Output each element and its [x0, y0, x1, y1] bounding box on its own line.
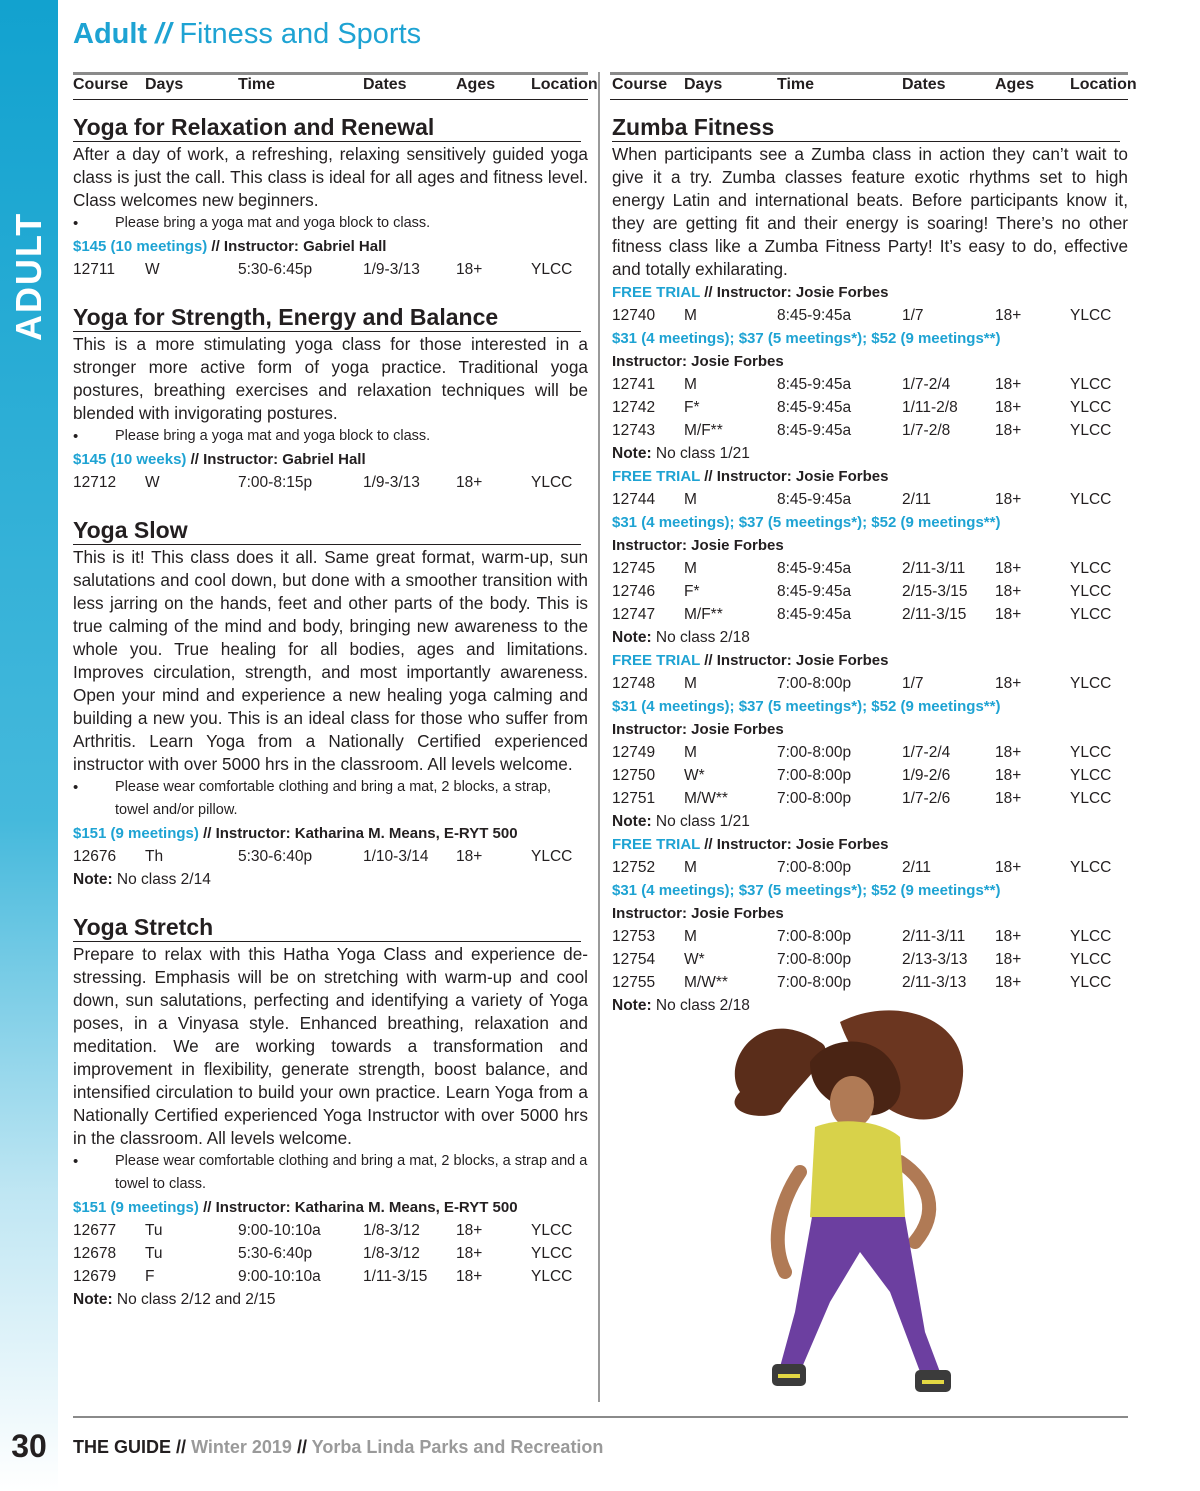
fee-line	[612, 695, 1128, 718]
course-title: Zumba Fitness	[612, 113, 1120, 142]
row-location: YLCC	[1070, 606, 1112, 623]
header-course: Course	[73, 76, 129, 93]
header-dates: Dates	[902, 76, 946, 93]
header-ages: Ages	[456, 76, 496, 93]
zumba-dancer-photo	[700, 1002, 1000, 1402]
adult-sidebar	[0, 0, 58, 1491]
row-dates: 1/11-2/8	[902, 399, 958, 416]
row-dates: 1/7	[902, 675, 924, 692]
row-dates: 1/9-3/13	[363, 261, 420, 278]
row-course-number: 12677	[73, 1222, 117, 1239]
row-location: YLCC	[531, 261, 573, 278]
note-label: Note:	[612, 813, 652, 830]
row-days: M/W**	[684, 790, 728, 807]
class-note	[612, 626, 1128, 649]
note-text: No class 2/18	[655, 997, 750, 1014]
fee-line	[612, 327, 1128, 350]
schedule-row	[612, 672, 1128, 695]
row-ages: 18+	[995, 951, 1022, 968]
row-course-number: 12755	[612, 974, 656, 991]
row-days: Th	[145, 848, 164, 865]
schedule-row	[612, 741, 1128, 764]
header-location: Location	[1070, 76, 1137, 93]
row-ages: 18+	[995, 928, 1022, 945]
class-note	[73, 868, 588, 891]
row-location: YLCC	[1070, 790, 1112, 807]
row-dates: 1/7-2/4	[902, 744, 951, 761]
instructor: Instructor: Josie Forbes	[612, 721, 784, 738]
row-days: M	[684, 744, 697, 761]
row-dates: 1/7-2/8	[902, 422, 951, 439]
row-time: 7:00-8:00p	[777, 675, 852, 692]
row-location: YLCC	[1070, 376, 1112, 393]
row-ages: 18+	[995, 974, 1022, 991]
fee-line	[73, 448, 588, 471]
row-days: F*	[684, 399, 700, 416]
course-description: After a day of work, a refreshing, relaxing sensitively guided yoga class is just the call. This class is ideal for all ages and fitness level. Class welcomes new beginners.	[73, 144, 588, 210]
row-ages: 18+	[995, 744, 1022, 761]
fee-line	[612, 649, 1128, 672]
row-location: YLCC	[531, 474, 573, 491]
row-days: M/F**	[684, 422, 723, 439]
column-divider	[598, 72, 600, 1402]
note-label: Note:	[612, 629, 652, 646]
row-days: W	[145, 261, 160, 278]
fee-line	[612, 465, 1128, 488]
row-ages: 18+	[456, 261, 483, 278]
section-gap	[73, 494, 588, 516]
row-time: 5:30-6:40p	[238, 848, 313, 865]
row-course-number: 12753	[612, 928, 656, 945]
row-time: 5:30-6:40p	[238, 1245, 313, 1262]
row-time: 9:00-10:10a	[238, 1222, 321, 1239]
schedule-row	[612, 764, 1128, 787]
schedule-row	[612, 304, 1128, 327]
row-ages: 18+	[995, 307, 1022, 324]
row-days: M	[684, 560, 697, 577]
row-location: YLCC	[531, 848, 573, 865]
row-location: YLCC	[1070, 974, 1112, 991]
fee-amount: $145 (10 weeks)	[73, 451, 187, 468]
title-subcategory: Fitness and Sports	[179, 18, 422, 50]
row-location: YLCC	[1070, 928, 1112, 945]
row-location: YLCC	[1070, 307, 1112, 324]
title-category: Adult	[73, 18, 148, 50]
schedule-row	[612, 488, 1128, 511]
row-time: 8:45-9:45a	[777, 606, 852, 623]
course-title: Yoga Stretch	[73, 913, 581, 942]
note-label: Note:	[612, 445, 652, 462]
instructor: // Instructor: Katharina M. Means, E-RYT 500	[203, 1199, 518, 1216]
row-time: 9:00-10:10a	[238, 1268, 321, 1285]
course-description: When participants see a Zumba class in action they can’t wait to give it a try. Zumba classes feature exotic rhythms set to high energy Latin and international beats. Before participants know it, they are getting fit and their energy is soaring! There’s no other fitness class like a Zumba Fitness Party! It’s easy to do, effective and totally exhilarating.	[612, 144, 1128, 279]
row-dates: 1/9-2/6	[902, 767, 951, 784]
instructor: // Instructor: Katharina M. Means, E-RYT 500	[203, 825, 518, 842]
footer	[73, 1437, 603, 1458]
right-top-rule	[610, 72, 1128, 75]
row-dates: 1/11-3/15	[363, 1268, 428, 1285]
row-course-number: 12749	[612, 744, 656, 761]
instructor: Instructor: Josie Forbes	[612, 537, 784, 554]
fee-line	[73, 235, 588, 258]
fee-amount: $145 (10 meetings)	[73, 238, 208, 255]
footer-season: Winter 2019	[191, 1437, 292, 1457]
row-location: YLCC	[1070, 859, 1112, 876]
fee-amount: FREE TRIAL	[612, 468, 701, 485]
row-ages: 18+	[995, 606, 1022, 623]
schedule-row	[73, 845, 588, 868]
instructor: Instructor: Josie Forbes	[612, 353, 784, 370]
row-days: M/F**	[684, 606, 723, 623]
row-location: YLCC	[531, 1245, 573, 1262]
row-dates: 1/7	[902, 307, 924, 324]
page-title	[73, 18, 421, 51]
class-note	[612, 810, 1128, 833]
row-course-number: 12712	[73, 474, 117, 491]
row-days: W*	[684, 951, 705, 968]
header-days: Days	[684, 76, 723, 93]
row-dates: 1/10-3/14	[363, 848, 429, 865]
row-course-number: 12676	[73, 848, 117, 865]
row-time: 7:00-8:00p	[777, 790, 852, 807]
row-course-number: 12679	[73, 1268, 117, 1285]
instructor: // Instructor: Josie Forbes	[704, 836, 889, 853]
note-text: No class 2/12 and 2/15	[116, 1291, 276, 1308]
course-section	[73, 113, 588, 281]
right-column	[612, 113, 1128, 1017]
instructor: // Instructor: Gabriel Hall	[190, 451, 366, 468]
fee-amount: $151 (9 meetings)	[73, 1199, 199, 1216]
left-column	[73, 113, 588, 1311]
row-course-number: 12745	[612, 560, 656, 577]
row-ages: 18+	[995, 790, 1022, 807]
note-label: Note:	[612, 997, 652, 1014]
row-course-number: 12743	[612, 422, 656, 439]
course-description: This is it! This class does it all. Same great format, warm-up, sun salutations and cool down, but done with a smoother transition with less jarring on the hands, feet and other parts of the body. This is true calming of the mind and body, bringing new awareness to the whole you. True healing for all bodies, ages and limitations. Improves circulation, strength, and most importantly awareness. Open your mind and experience a new healing yoga calming and building a new you. This is an ideal class for those who suffer from Arthritis. Learn Yoga from a Nationally Certified experienced instructor with over 5000 hrs in the classroom. All levels welcome.	[73, 547, 588, 774]
row-ages: 18+	[995, 560, 1022, 577]
row-ages: 18+	[995, 491, 1022, 508]
row-location: YLCC	[531, 1222, 573, 1239]
left-header-rule	[73, 99, 588, 100]
row-time: 8:45-9:45a	[777, 560, 852, 577]
fee-amount: $31 (4 meetings); $37 (5 meetings*); $52 (9 meetings**)	[612, 514, 1001, 531]
row-dates: 2/15-3/15	[902, 583, 968, 600]
row-dates: 1/8-3/12	[363, 1222, 420, 1239]
header-time: Time	[777, 76, 815, 93]
row-days: W	[145, 474, 160, 491]
page-number: 30	[11, 1428, 47, 1464]
footer-rule	[73, 1416, 1128, 1418]
row-course-number: 12742	[612, 399, 656, 416]
row-ages: 18+	[456, 1268, 483, 1285]
fee-amount: FREE TRIAL	[612, 652, 701, 669]
row-dates: 1/9-3/13	[363, 474, 420, 491]
header-ages: Ages	[995, 76, 1035, 93]
sidebar-label: ADULT	[8, 211, 49, 341]
row-course-number: 12678	[73, 1245, 117, 1262]
course-bullet: • Please bring a yoga mat and yoga block to class.	[73, 212, 588, 235]
schedule-row	[612, 971, 1128, 994]
schedule-row	[612, 948, 1128, 971]
fee-line	[612, 879, 1128, 902]
row-dates: 1/7-2/4	[902, 376, 951, 393]
row-ages: 18+	[456, 474, 483, 491]
fee-line	[612, 511, 1128, 534]
footer-sep2: //	[296, 1437, 307, 1457]
row-location: YLCC	[1070, 767, 1112, 784]
row-location: YLCC	[1070, 560, 1112, 577]
right-header-rule	[610, 99, 1128, 100]
course-section	[73, 913, 588, 1311]
schedule-row	[612, 419, 1128, 442]
row-location: YLCC	[1070, 491, 1112, 508]
row-time: 7:00-8:00p	[777, 767, 852, 784]
row-days: M	[684, 928, 697, 945]
note-text: No class 1/21	[655, 813, 750, 830]
row-days: F	[145, 1268, 155, 1285]
row-course-number: 12741	[612, 376, 656, 393]
row-ages: 18+	[456, 1245, 483, 1262]
row-ages: 18+	[995, 583, 1022, 600]
row-time: 8:45-9:45a	[777, 307, 852, 324]
schedule-row	[73, 1265, 588, 1288]
course-bullet: • Please bring a yoga mat and yoga block to class.	[73, 425, 588, 448]
fee-line	[73, 822, 588, 845]
row-location: YLCC	[1070, 675, 1112, 692]
row-days: Tu	[145, 1245, 163, 1262]
row-ages: 18+	[995, 399, 1022, 416]
row-course-number: 12750	[612, 767, 656, 784]
fee-amount: $31 (4 meetings); $37 (5 meetings*); $52 (9 meetings**)	[612, 330, 1001, 347]
row-time: 5:30-6:45p	[238, 261, 313, 278]
row-days: Tu	[145, 1222, 163, 1239]
schedule-row	[612, 925, 1128, 948]
row-course-number: 12744	[612, 491, 656, 508]
row-dates: 2/11-3/11	[902, 928, 966, 945]
row-course-number: 12711	[73, 261, 115, 278]
row-days: M/W**	[684, 974, 728, 991]
row-course-number: 12746	[612, 583, 656, 600]
row-course-number: 12747	[612, 606, 656, 623]
row-days: M	[684, 675, 697, 692]
note-label: Note:	[73, 1291, 113, 1308]
row-location: YLCC	[1070, 583, 1112, 600]
left-column-headers	[73, 76, 598, 100]
note-label: Note:	[73, 871, 113, 888]
row-days: M	[684, 491, 697, 508]
course-bullet: • Please wear comfortable clothing and bring a mat, 2 blocks, a strap and a towel to class.	[73, 1150, 588, 1196]
course-description: This is a more stimulating yoga class for those interested in a stronger more active form of yoga practice. Traditional yoga postures, breathing exercises and relaxation techniques will be blended with invigorating postures.	[73, 334, 588, 423]
section-gap	[73, 281, 588, 303]
row-location: YLCC	[1070, 744, 1112, 761]
fee-line	[73, 1196, 588, 1219]
row-time: 8:45-9:45a	[777, 422, 852, 439]
instructor: // Instructor: Josie Forbes	[704, 468, 889, 485]
schedule-row	[612, 603, 1128, 626]
row-ages: 18+	[995, 767, 1022, 784]
row-course-number: 12751	[612, 790, 656, 807]
schedule-row	[612, 856, 1128, 879]
row-dates: 2/11-3/11	[902, 560, 966, 577]
fee-line	[612, 833, 1128, 856]
fee-amount: $151 (9 meetings)	[73, 825, 199, 842]
fee-amount: FREE TRIAL	[612, 284, 701, 301]
instructor: // Instructor: Josie Forbes	[704, 652, 889, 669]
schedule-row	[73, 258, 588, 281]
schedule-row	[612, 557, 1128, 580]
schedule-row	[73, 1242, 588, 1265]
row-location: YLCC	[1070, 399, 1112, 416]
note-text: No class 2/18	[655, 629, 750, 646]
fee-amount: $31 (4 meetings); $37 (5 meetings*); $52 (9 meetings**)	[612, 882, 1001, 899]
row-time: 8:45-9:45a	[777, 399, 852, 416]
row-dates: 2/13-3/13	[902, 951, 968, 968]
footer-org: Yorba Linda Parks and Recreation	[311, 1437, 604, 1457]
section-gap	[73, 891, 588, 913]
instructor: Instructor: Josie Forbes	[612, 905, 784, 922]
schedule-row	[612, 396, 1128, 419]
row-time: 7:00-8:00p	[777, 928, 852, 945]
row-course-number: 12754	[612, 951, 656, 968]
course-title: Yoga Slow	[73, 516, 581, 545]
right-column-headers	[612, 76, 1137, 100]
class-note	[612, 442, 1128, 465]
row-ages: 18+	[995, 675, 1022, 692]
course-section	[73, 303, 588, 494]
row-course-number: 12748	[612, 675, 656, 692]
row-time: 7:00-8:15p	[238, 474, 313, 491]
row-days: M	[684, 859, 697, 876]
schedule-row	[612, 373, 1128, 396]
row-course-number: 12740	[612, 307, 656, 324]
course-title: Yoga for Strength, Energy and Balance	[73, 303, 581, 332]
header-location: Location	[531, 76, 598, 93]
row-time: 8:45-9:45a	[777, 583, 852, 600]
course-description: Prepare to relax with this Hatha Yoga Class and experience de-stressing. Emphasis will be on stretching with warm-up and cool down, sun salutations, perfecting and identifying a variety of Yoga poses, in a Vinyasa style. Enhanced breathing, relaxation and meditation. We are working towards a transformation and improvement in flexibility, generate strength, boost balance, and intensified circulation to build your own practice. Learn Yoga from a Nationally Certified experienced Yoga Instructor with over 5000 hrs in the classroom. All levels welcome.	[73, 944, 588, 1148]
footer-sep1: //	[176, 1437, 187, 1457]
row-ages: 18+	[456, 1222, 483, 1239]
row-time: 7:00-8:00p	[777, 859, 852, 876]
row-days: M	[684, 376, 697, 393]
row-dates: 1/7-2/6	[902, 790, 951, 807]
row-time: 7:00-8:00p	[777, 744, 852, 761]
row-location: YLCC	[1070, 951, 1112, 968]
schedule-row	[73, 1219, 588, 1242]
row-ages: 18+	[995, 859, 1022, 876]
row-dates: 2/11	[902, 491, 932, 508]
schedule-row	[73, 471, 588, 494]
row-location: YLCC	[531, 1268, 573, 1285]
fee-amount: FREE TRIAL	[612, 836, 701, 853]
row-dates: 2/11	[902, 859, 932, 876]
row-days: F*	[684, 583, 700, 600]
title-separator: //	[155, 18, 172, 50]
row-dates: 2/11-3/15	[902, 606, 967, 623]
course-bullet: • Please wear comfortable clothing and bring a mat, 2 blocks, a strap, towel and/or pillow.	[73, 776, 588, 822]
fee-amount: $31 (4 meetings); $37 (5 meetings*); $52 (9 meetings**)	[612, 698, 1001, 715]
row-course-number: 12752	[612, 859, 656, 876]
header-dates: Dates	[363, 76, 407, 93]
schedule-row	[612, 580, 1128, 603]
header-days: Days	[145, 76, 184, 93]
instructor: // Instructor: Josie Forbes	[704, 284, 889, 301]
row-ages: 18+	[995, 376, 1022, 393]
row-ages: 18+	[995, 422, 1022, 439]
fee-line	[612, 281, 1128, 304]
row-days: W*	[684, 767, 705, 784]
course-section	[73, 516, 588, 891]
header-course: Course	[612, 76, 668, 93]
class-note	[73, 1288, 588, 1311]
row-dates: 2/11-3/13	[902, 974, 967, 991]
course-title: Yoga for Relaxation and Renewal	[73, 113, 581, 142]
row-time: 8:45-9:45a	[777, 491, 852, 508]
row-location: YLCC	[1070, 422, 1112, 439]
header-time: Time	[238, 76, 276, 93]
row-time: 7:00-8:00p	[777, 974, 852, 991]
schedule-row	[612, 787, 1128, 810]
note-text: No class 2/14	[116, 871, 211, 888]
left-top-rule	[73, 72, 588, 75]
row-time: 8:45-9:45a	[777, 376, 852, 393]
note-text: No class 1/21	[655, 445, 750, 462]
row-dates: 1/8-3/12	[363, 1245, 420, 1262]
row-time: 7:00-8:00p	[777, 951, 852, 968]
row-ages: 18+	[456, 848, 483, 865]
row-days: M	[684, 307, 697, 324]
instructor: // Instructor: Gabriel Hall	[211, 238, 387, 255]
footer-guide: THE GUIDE	[73, 1437, 172, 1457]
